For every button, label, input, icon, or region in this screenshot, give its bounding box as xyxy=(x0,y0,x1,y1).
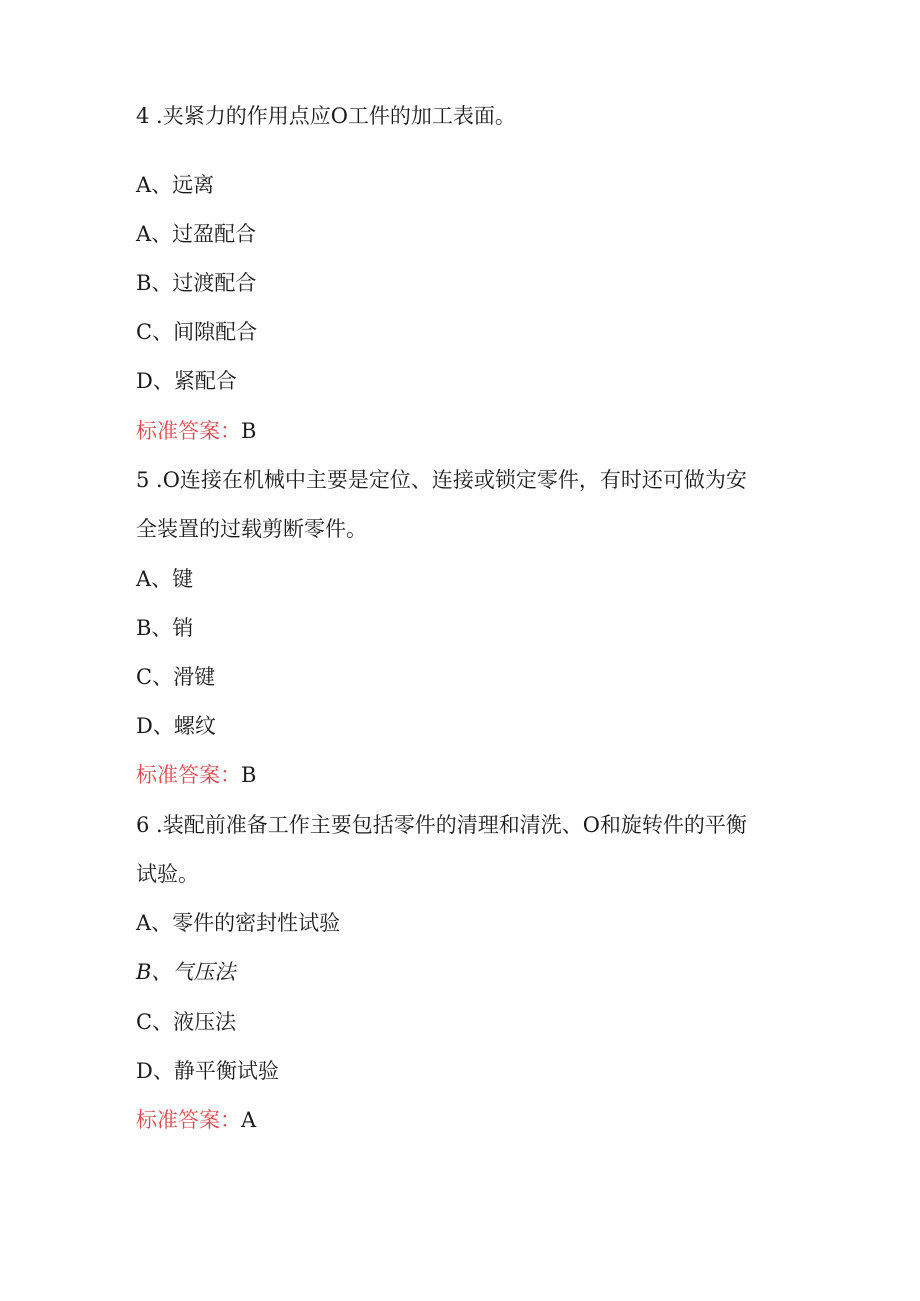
question-6-option-c: C、液压法 xyxy=(136,1010,237,1034)
question-6-stem-line1: 6 .装配前准备工作主要包括零件的清理和清洗、O和旋转件的平衡 xyxy=(136,813,747,837)
answer-label: 标准答案： xyxy=(136,1108,241,1132)
answer-value: B xyxy=(241,763,257,787)
answer-value: B xyxy=(241,419,257,443)
question-5-option-a: A、键 xyxy=(136,567,194,591)
question-5-stem-line1: 5 .O连接在机械中主要是定位、连接或锁定零件，有时还可做为安 xyxy=(136,468,747,492)
question-4-stem: 4 .夹紧力的作用点应O工件的加工表面。 xyxy=(136,104,516,128)
question-6-option-a: A、零件的密封性试验 xyxy=(136,911,341,935)
question-6-stem-line2: 试验。 xyxy=(136,862,199,886)
question-5-stem-line2: 全装置的过载剪断零件。 xyxy=(136,517,367,541)
question-5-option-d: D、螺纹 xyxy=(136,714,216,738)
question-6-option-d: D、静平衡试验 xyxy=(136,1059,279,1083)
question-4-option-d: D、紧配合 xyxy=(136,369,237,393)
question-6-option-b: B、气压法 xyxy=(136,960,236,984)
question-5-option-c: C、滑键 xyxy=(136,665,216,689)
question-4-option-b: B、过渡配合 xyxy=(136,271,257,295)
question-4-option-c: C、间隙配合 xyxy=(136,320,258,344)
answer-label: 标准答案： xyxy=(136,763,241,787)
question-4-answer xyxy=(136,418,256,444)
question-4-option-a: A、远离 xyxy=(136,173,215,197)
question-5-option-b: B、销 xyxy=(136,616,194,640)
question-5-answer xyxy=(136,762,256,788)
answer-label: 标准答案： xyxy=(136,419,241,443)
question-6-answer xyxy=(136,1107,256,1133)
answer-value: A xyxy=(241,1108,257,1132)
question-4-option-a-2: A、过盈配合 xyxy=(136,222,257,246)
